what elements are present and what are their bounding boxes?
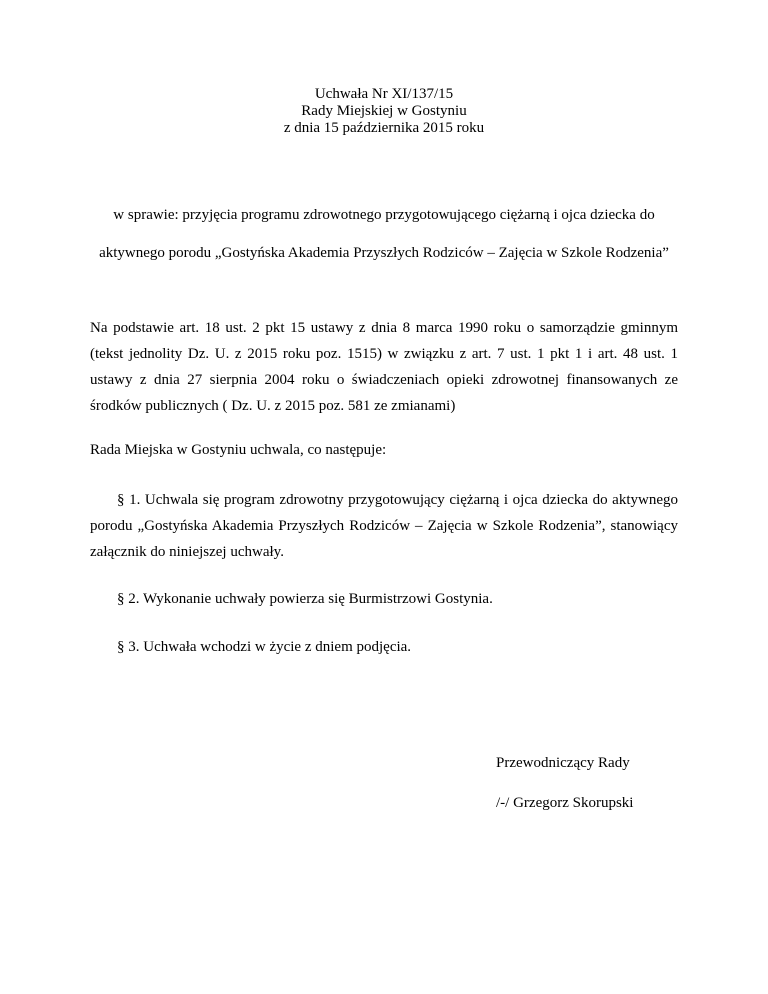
signature-block bbox=[496, 750, 696, 816]
resolves-statement: Rada Miejska w Gostyniu uchwala, co następuje: bbox=[90, 442, 387, 458]
paragraph-3: § 3. Uchwała wchodzi w życie z dniem podjęcia. bbox=[117, 639, 412, 655]
paragraph-2: § 2. Wykonanie uchwały powierza się Burmistrzowi Gostynia. bbox=[117, 591, 493, 607]
signature-name: /-/ Grzegorz Skorupski bbox=[496, 795, 634, 811]
document-header bbox=[0, 86, 768, 137]
signature-title: Przewodniczący Rady bbox=[496, 755, 630, 771]
resolution-number: Uchwała Nr XI/137/15 bbox=[314, 86, 454, 102]
legal-basis-paragraph: Na podstawie art. 18 ust. 2 pkt 15 ustawy z dnia 8 marca 1990 roku o samorządzie gminnym (tekst jednolity Dz. U. z 2015 roku poz. 1515) w związku z art. 7 ust. 1 pkt 1 i art. 48 ust. 1 ustawy z dnia 27 sierpnia 2004 roku o świadczeniach opieki zdrowotnej finansowanych ze środków publicznych ( Dz. U. z 2015 poz. 581 ze zmianami) bbox=[90, 320, 678, 414]
resolution-date: z dnia 15 października 2015 roku bbox=[283, 120, 485, 136]
paragraph-1: § 1. Uchwala się program zdrowotny przygotowujący ciężarną i ojca dziecka do aktywnego porodu „Gostyńska Akademia Przyszłych Rodziców – Zajęcia w Szkole Rodzenia”, stanowiący załącznik do niniejszej uchwały. bbox=[90, 492, 678, 560]
council-name: Rady Miejskiej w Gostyniu bbox=[301, 103, 467, 119]
resolution-subject: w sprawie: przyjęcia programu zdrowotnego przygotowującego ciężarną i ojca dziecka do aktywnego porodu „Gostyńska Akademia Przyszłych Rodziców – Zajęcia w Szkole Rodzenia” bbox=[99, 207, 669, 261]
